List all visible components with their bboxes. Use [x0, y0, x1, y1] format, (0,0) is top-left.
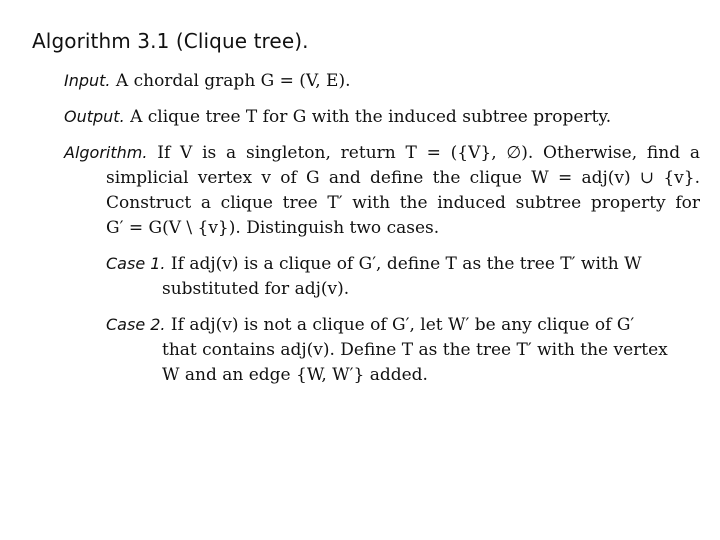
output-section	[64, 104, 700, 130]
input-label: Input.	[64, 71, 111, 90]
case2-label: Case 2.	[106, 315, 166, 334]
algorithm-body	[64, 140, 700, 241]
case2-line: W and an edge {W, W′} added.	[162, 365, 428, 385]
input-text: A chordal graph G = (V, E).	[115, 71, 351, 91]
algorithm-line: simplicial vertex v of G and define the clique W = adj(v) ∪ {v}.	[106, 168, 700, 188]
case2-section	[64, 312, 700, 388]
algorithm-line: If V is a singleton, return T = ({V}, ∅). Otherwise, find a	[157, 143, 701, 163]
case1-line: If adj(v) is a clique of G′, define T as the tree T′ with W	[170, 254, 642, 274]
case2-line: If adj(v) is not a clique of G′, let W′ be any clique of G′	[170, 315, 635, 335]
algorithm-title	[32, 28, 309, 54]
case1-line: substituted for adj(v).	[162, 279, 350, 299]
algorithm-heading: Algorithm 3.1	[32, 29, 170, 53]
algorithm-line: Construct a clique tree T′ with the induced subtree property for	[106, 193, 700, 213]
case1-section	[64, 251, 700, 302]
output-text: A clique tree T for G with the induced subtree property.	[130, 107, 612, 127]
case2-line: that contains adj(v). Define T as the tree T′ with the vertex	[162, 340, 668, 360]
case1-label: Case 1.	[106, 254, 166, 273]
output-label: Output.	[64, 107, 125, 126]
algorithm-name: (Clique tree).	[175, 29, 309, 53]
algorithm-label: Algorithm.	[64, 143, 148, 162]
algorithm-line: G′ = G(V \ {v}). Distinguish two cases.	[106, 218, 440, 238]
input-section	[64, 68, 700, 94]
